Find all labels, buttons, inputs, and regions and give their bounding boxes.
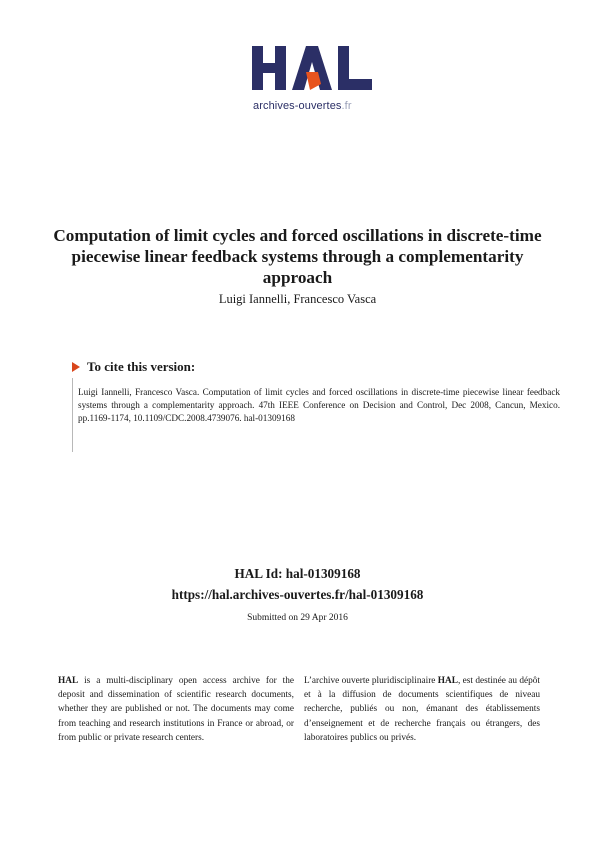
hal-logo-mark — [248, 44, 378, 100]
footer-english — [58, 674, 294, 745]
paper-authors: Luigi Iannelli, Francesco Vasca — [218, 292, 377, 306]
paper-title: Computation of limit cycles and forced oscillations in discrete-time piecewise linear feedback systems through a complementarity approach — [53, 226, 542, 287]
footer-english-text: is a multi-disciplinary open access archive for the deposit and dissemination of scientific research documents, whether they are published or not. The documents may come from teaching and research institutions in France or abroad, or from public or private research centers. — [58, 676, 294, 743]
hal-id: HAL Id: hal-01309168 — [234, 566, 361, 581]
footer-french-text: L’archive ouverte pluridisciplinaire — [304, 676, 438, 686]
cite-text: Luigi Iannelli, Francesco Vasca. Computation of limit cycles and forced oscillations in discrete-time piecewise linear feedback systems through a complementarity approach. 47th IEEE Conference on Decision and Control, Dec 2008, Cancun, Mexico. pp.1169-1174, 10.1109/CDC.2008.4739076. hal-01309168 — [78, 387, 560, 423]
logo-subtitle-suffix: .fr — [341, 100, 352, 112]
footer-french-hal: HAL — [437, 676, 458, 686]
footer-english-hal: HAL — [58, 676, 79, 686]
hal-url-link[interactable]: https://hal.archives-ouvertes.fr/hal-01309168 — [171, 587, 424, 602]
logo-subtitle-main: archives-ouvertes — [253, 100, 342, 112]
footer-french — [304, 674, 540, 745]
hal-logo-subtitle — [253, 100, 352, 112]
cite-heading — [72, 359, 195, 375]
footer-french-text-2: , est destinée au dépôt et à la diffusion de documents scientifiques de niveau recherche, publiés ou non, émanant des établissements d’enseignement et de recherche français ou étrangers, des laboratoires publics ou privés. — [304, 676, 540, 743]
submission-date: Submitted on 29 Apr 2016 — [247, 613, 348, 623]
cite-divider — [72, 378, 73, 452]
triangle-bullet-icon — [72, 362, 80, 372]
cite-heading-label: To cite this version: — [87, 359, 196, 374]
